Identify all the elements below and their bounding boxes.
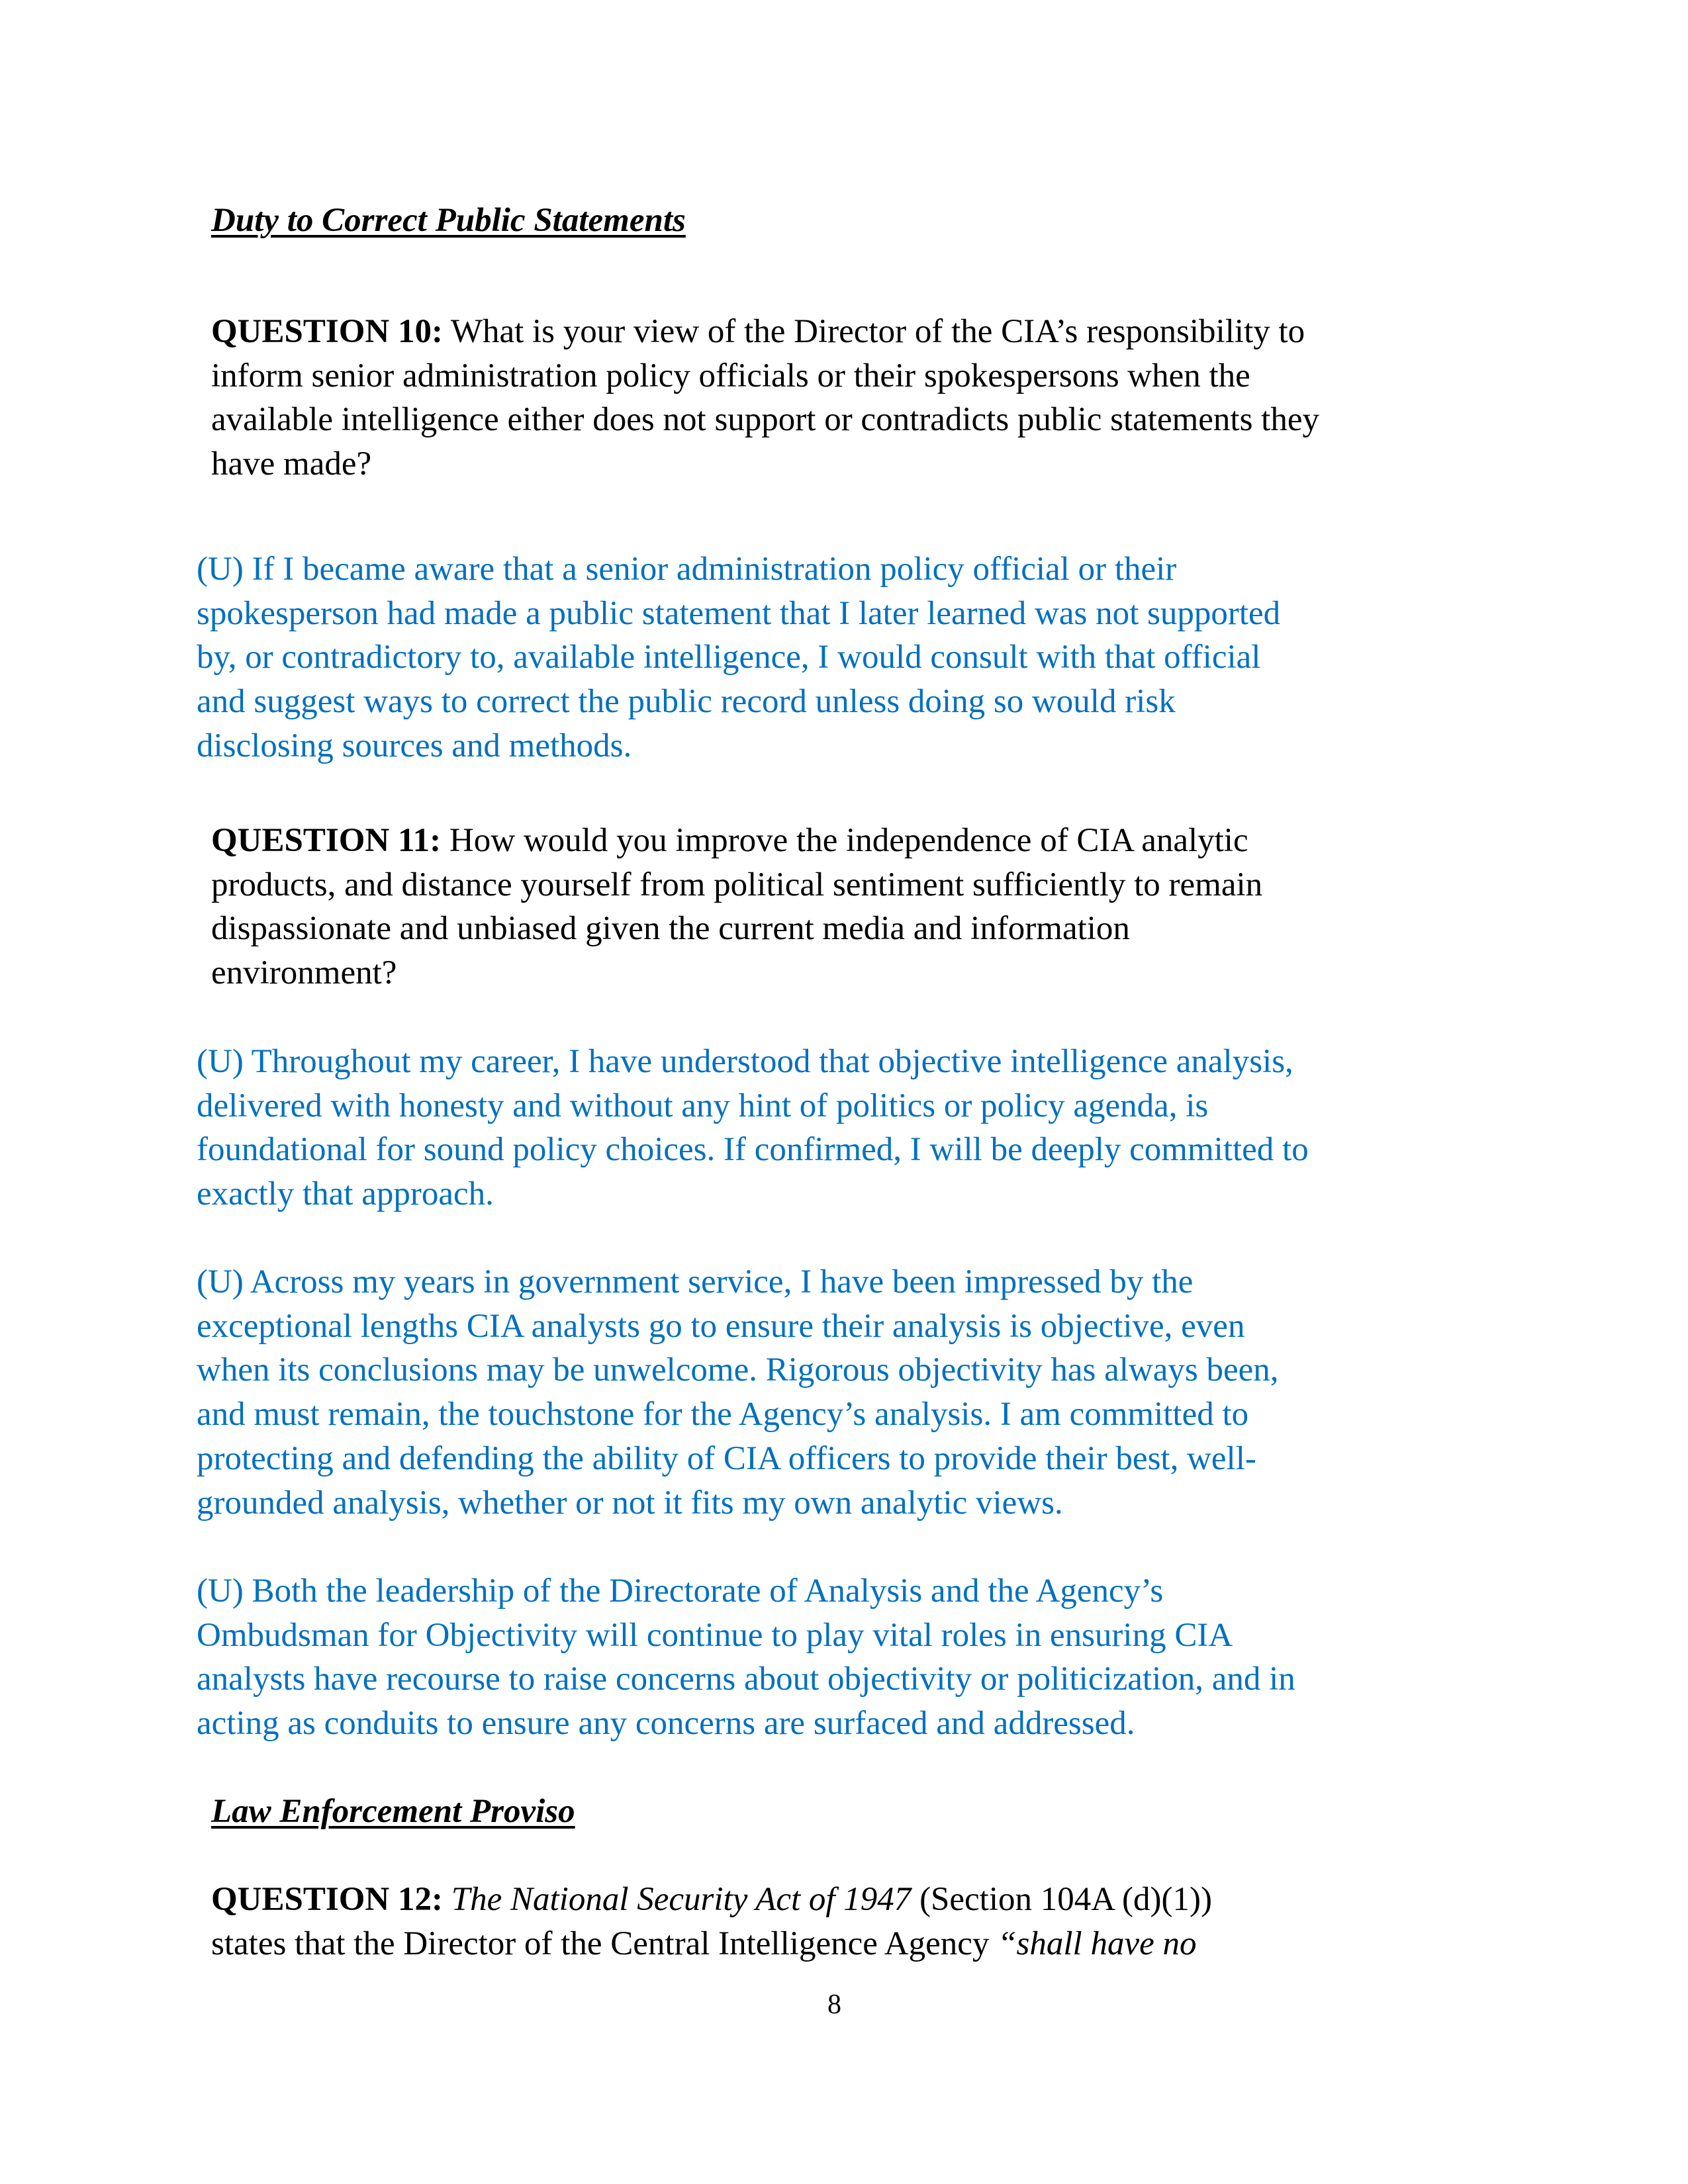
answer-line: disclosing sources and methods. — [197, 727, 632, 764]
question-text: What is your view of the Director of the CIA’s responsibility to — [442, 313, 1305, 350]
question-text: available intelligence either does not support or contradicts public statements they — [211, 401, 1319, 439]
answer-11-paragraph-3 — [197, 1569, 1295, 1746]
answer-line: (U) Throughout my career, I have understood that objective intelligence analysis, — [197, 1043, 1293, 1080]
answer-line: acting as conduits to ensure any concerns are surfaced and addressed. — [197, 1705, 1135, 1743]
answer-line: foundational for sound policy choices. If confirmed, I will be deeply committed to — [197, 1131, 1309, 1169]
answer-line: and must remain, the touchstone for the Agency’s analysis. I am committed to — [197, 1396, 1249, 1433]
question-label: QUESTION 10: — [211, 313, 443, 350]
question-text: products, and distance yourself from political sentiment sufficiently to remain — [211, 866, 1263, 903]
answer-line: and suggest ways to correct the public record unless doing so would risk — [197, 683, 1176, 721]
section-heading-duty-to-correct: Duty to Correct Public Statements — [211, 202, 686, 239]
question-text: How would you improve the independence of CIA analytic — [441, 822, 1248, 859]
question-text: inform senior administration policy officials or their spokespersons when the — [211, 357, 1250, 394]
answer-line: by, or contradictory to, available intelligence, I would consult with that official — [197, 639, 1261, 676]
answer-line: protecting and defending the ability of CIA officers to provide their best, well- — [197, 1439, 1256, 1477]
question-10 — [211, 310, 1319, 486]
answer-line: when its conclusions may be unwelcome. Rigorous objectivity has always been, — [197, 1351, 1279, 1389]
question-text: (Section 104A (d)(1)) — [911, 1881, 1212, 1918]
answer-line: Ombudsman for Objectivity will continue to play vital roles in ensuring CIA — [197, 1616, 1233, 1654]
question-text: have made? — [211, 445, 372, 483]
page-number: 8 — [827, 1989, 841, 2020]
answer-11-paragraph-2 — [197, 1260, 1279, 1525]
answer-line: delivered with honesty and without any hint of politics or policy agenda, is — [197, 1087, 1209, 1124]
question-11 — [211, 819, 1262, 995]
act-title: The National Security Act of 1947 — [442, 1881, 912, 1918]
answer-line: (U) Across my years in government service, I have been impressed by the — [197, 1263, 1194, 1300]
question-text: environment? — [211, 954, 397, 992]
quoted-statute: “shall have no — [998, 1925, 1197, 1962]
section-heading-law-enforcement-proviso: Law Enforcement Proviso — [211, 1793, 575, 1830]
answer-line: exactly that approach. — [197, 1175, 494, 1213]
question-12 — [211, 1878, 1212, 1966]
answer-11-paragraph-1 — [197, 1040, 1309, 1216]
question-text: states that the Director of the Central Intelligence Agency — [211, 1925, 998, 1962]
answer-line: exceptional lengths CIA analysts go to ensure their analysis is objective, even — [197, 1307, 1245, 1345]
answer-line: (U) If I became aware that a senior administration policy official or their — [197, 551, 1177, 588]
question-label: QUESTION 12: — [211, 1881, 443, 1918]
question-label: QUESTION 11: — [211, 822, 442, 859]
answer-line: grounded analysis, whether or not it fits my own analytic views. — [197, 1484, 1063, 1522]
answer-line: spokesperson had made a public statement that I later learned was not supported — [197, 594, 1281, 632]
question-text: dispassionate and unbiased given the current media and information — [211, 910, 1130, 948]
answer-line: analysts have recourse to raise concerns about objectivity or politicization, and in — [197, 1661, 1295, 1698]
answer-10 — [197, 547, 1280, 768]
answer-line: (U) Both the leadership of the Directorate of Analysis and the Agency’s — [197, 1572, 1164, 1610]
